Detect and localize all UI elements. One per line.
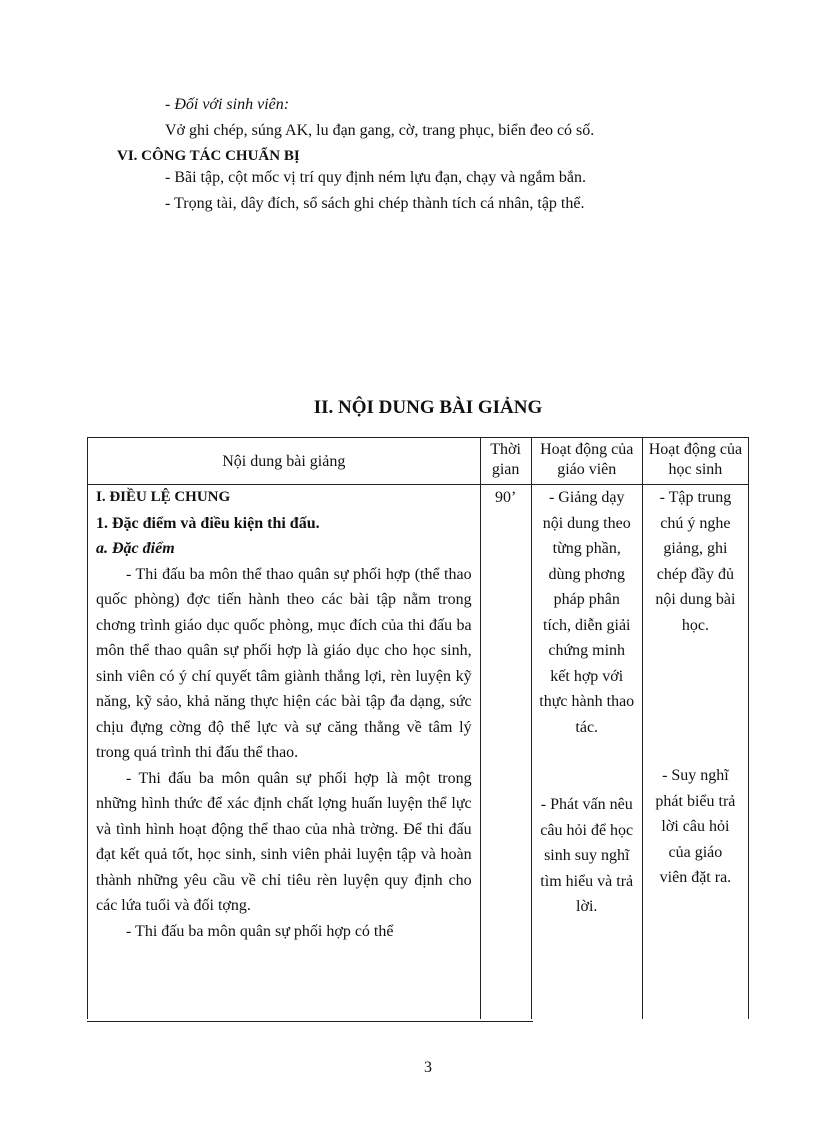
student-equipment-heading: - Đối với sinh viên: — [165, 96, 290, 113]
prep-item-2: - Trọng tài, dây đích, sổ sách ghi chép thành tích cá nhân, tập thể. — [165, 195, 585, 212]
student-activity-1: - Tập trung chú ý nghe giảng, ghi chép đầy đủ nội dung bài học. — [655, 489, 736, 634]
section-vi-title: VI. CÔNG TÁC CHUẨN BỊ — [117, 148, 300, 164]
page-number: 3 — [424, 1059, 432, 1076]
header-content: Nội dung bài giảng — [88, 438, 481, 485]
teacher-activity-2: - Phát vấn nêu câu hỏi để học sinh suy nghĩ tìm hiểu và trả lời. — [540, 796, 634, 915]
teacher-activity-cell — [531, 485, 642, 1020]
header-student-activity: Hoạt động của học sinh — [642, 438, 748, 485]
student-equipment-list: Vở ghi chép, súng AK, lu đạn gang, cờ, trang phục, biển đeo có số. — [165, 122, 595, 139]
time-value: 90’ — [494, 489, 517, 506]
header-time: Thời gian — [480, 438, 531, 485]
lesson-content-table — [87, 437, 749, 1019]
lesson-content-cell — [88, 485, 481, 1020]
table-header-row — [88, 438, 749, 485]
teacher-activity-1: - Giảng dạy nội dung theo từng phần, dùng phơng pháp phân tích, diễn giải chứng minh kết hợp với thực hành thao tác. — [539, 489, 635, 736]
table-row — [88, 485, 749, 1020]
heading-characteristics: 1. Đặc điểm và điều kiện thi đấu. — [96, 514, 320, 532]
time-cell — [480, 485, 531, 1020]
header-teacher-activity: Hoạt động của giáo viên — [531, 438, 642, 485]
student-activity-cell — [642, 485, 748, 1020]
section-ii-title: II. NỘI DUNG BÀI GIẢNG — [313, 397, 543, 418]
paragraph-2: - Thi đấu ba môn quân sự phối hợp là một trong những hình thức để xác định chất lợng huấn luyện thể lực và tình hình hoạt động thể thao của nhà trờng. Để thi đấu đạt kết quả tốt, học sinh, sinh viên phải luyện tập và hoàn thành những yêu cầu về chỉ tiêu rèn luyện quy định cho các lứa tuổi và đối tợng. — [96, 769, 472, 914]
heading-general-rules: I. ĐIỀU LỆ CHUNG — [96, 489, 231, 505]
paragraph-3: - Thi đấu ba môn quân sự phối hợp có thể — [126, 922, 394, 940]
content-column-bottom-border — [87, 1021, 533, 1022]
heading-subsection-a: a. Đặc điểm — [96, 540, 175, 557]
student-activity-2: - Suy nghĩ phát biểu trả lời câu hỏi của giáo viên đặt ra. — [655, 767, 736, 886]
paragraph-1: - Thi đấu ba môn thể thao quân sự phối hợp (thể thao quốc phòng) đợc tiến hành theo các bài tập nằm trong chơng trình giáo dục quốc phòng, mục đích của thi đấu ba môn thể thao quân sự phối hợp là giáo dục cho học sinh, sinh viên có ý chí quyết tâm giành thắng lợi, rèn luyện kỹ năng, kỹ sảo, khả năng thực hiện các bài tập đa dạng, sức chịu đựng cờng độ thể lực và sự căng thẳng về tâm lý trong quá trình thi đấu thể thao. — [96, 565, 472, 761]
prep-item-1: - Bãi tập, cột mốc vị trí quy định ném lựu đạn, chạy và ngắm bắn. — [165, 169, 587, 186]
